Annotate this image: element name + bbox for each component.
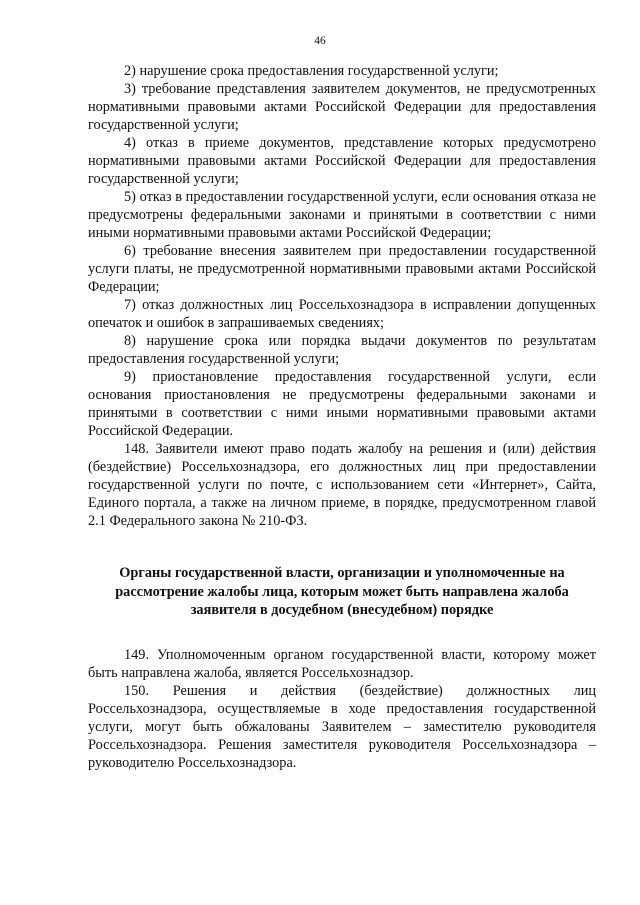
list-item: 8) нарушение срока или порядка выдачи документов по результатам предоставления государственной услуги; <box>88 333 596 367</box>
section-heading: Органы государственной власти, организации и уполномоченные на рассмотрение жалобы лица, которым может быть направлена жалоба заявителя в досудебном (внесудебном) порядке <box>115 565 569 618</box>
list-item: 9) приостановление предоставления государственной услуги, если основания приостановления не предусмотрены федеральными законами и принятыми в соответствии с ними иными нормативными правовыми актами Российской Федерации. <box>88 369 596 439</box>
list-item: 2) нарушение срока предоставления государственной услуги; <box>124 63 499 79</box>
list-item: 6) требование внесения заявителем при предоставлении государственной услуги платы, не предусмотренной нормативными правовыми актами Российской Федерации; <box>88 243 596 295</box>
paragraph-150: 150. Решения и действия (бездействие) должностных лиц Россельхознадзора, осуществляемые в ходе предоставления государственной услуги, могут быть обжалованы Заявителем – заместителю руководителя Россельхознадзора. Решения заместителя руководителя Россельхознадзора – руководителю Россельхознадзора. <box>88 682 596 771</box>
document-body <box>88 62 596 772</box>
list-item: 3) требование представления заявителем документов, не предусмотренных нормативными правовыми актами Российской Федерации для предоставления государственной услуги; <box>88 81 596 133</box>
page-number: 46 <box>314 35 326 47</box>
list-item: 7) отказ должностных лиц Россельхознадзора в исправлении допущенных опечаток и ошибок в запрашиваемых сведениях; <box>88 297 596 331</box>
list-item: 5) отказ в предоставлении государственной услуги, если основания отказа не предусмотрены федеральными законами и принятыми в соответствии с ними иными нормативными правовыми актами Российской Федерации; <box>88 189 596 241</box>
paragraph-148: 148. Заявители имеют право подать жалобу на решения и (или) действия (бездействие) Россельхознадзора, его должностных лиц при предоставлении государственной услуги по почте, с использованием сети «Интернет», Сайта, Единого портала, а также на личном приеме, в порядке, предусмотренном главой 2.1 Федерального закона № 210-ФЗ. <box>88 441 596 529</box>
list-item: 4) отказ в приеме документов, представление которых предусмотрено нормативными правовыми актами Российской Федерации для предоставления государственной услуги; <box>88 135 596 187</box>
paragraph-149: 149. Уполномоченным органом государственной власти, которому может быть направлена жалоба, является Россельхознадзор. <box>88 646 596 681</box>
